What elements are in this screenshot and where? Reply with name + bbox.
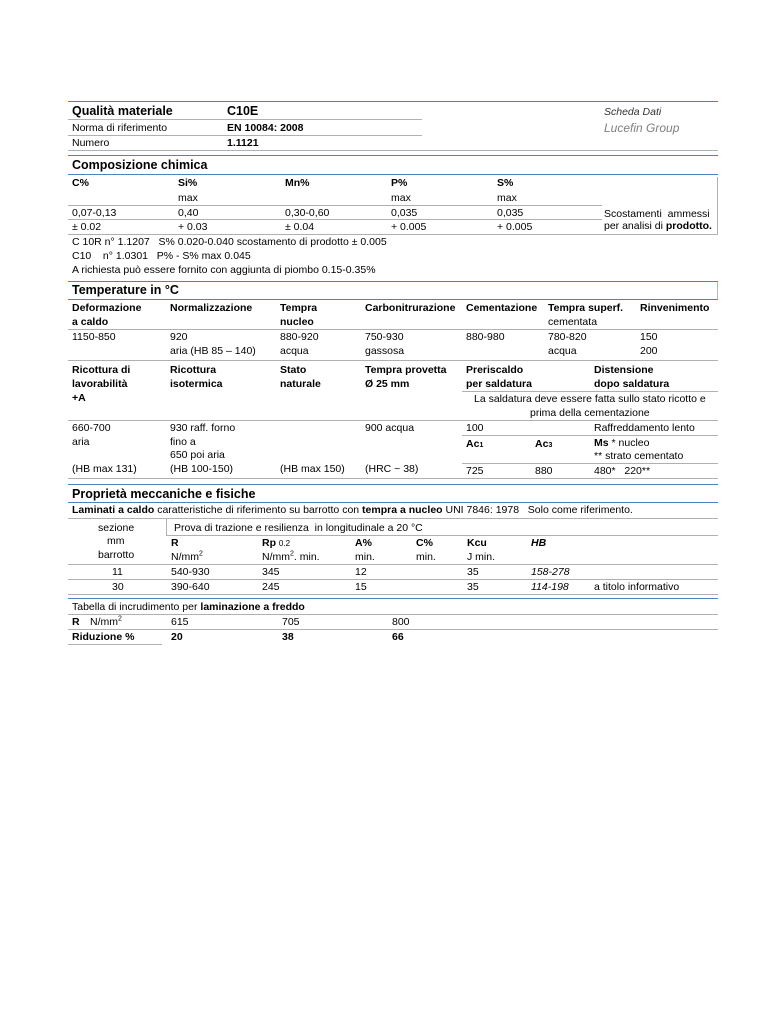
temp-h-normalization: Normalizzazione: [170, 302, 253, 314]
divider: [68, 360, 718, 361]
temp-r2-annealing-hb: (HB max 131): [72, 463, 137, 475]
cold-r-unit-sup: 2: [118, 615, 122, 623]
section-label-2: mm: [107, 535, 125, 547]
ac3-sub: 3: [548, 442, 553, 449]
cold-rolling-title: [72, 600, 305, 614]
temp-r1-tempering-2: 200: [640, 345, 658, 357]
temp-h-deformation-2: a caldo: [72, 316, 109, 328]
temp-h2-annealing: Ricottura di: [72, 364, 131, 376]
val-c: 0,07-0,13: [72, 207, 117, 219]
temp-r1-carbonitriding-2: gassosa: [365, 345, 405, 357]
row1-a: 12: [355, 566, 367, 578]
datasheet-label: Scheda Dati: [604, 106, 662, 118]
row2-rp: 245: [262, 581, 280, 593]
cold-r-label: R: [72, 616, 80, 628]
col-mn: Mn%: [285, 177, 310, 189]
temp-h2-specimen-2: Ø 25 mm: [365, 378, 410, 390]
temp-r1-normalization-2: aria (HB 85 – 140): [170, 345, 256, 357]
section-label-1: sezione: [98, 522, 135, 534]
col-kcu: Kcu: [467, 537, 487, 549]
temp-r2-preheat: 100: [466, 422, 484, 434]
col-si: Si%: [178, 177, 198, 189]
temp-r1-core: 880-920: [280, 331, 319, 343]
temp-r1-case: 880-980: [466, 331, 505, 343]
col-rp-sub: 0.2: [278, 539, 291, 548]
temp-h-carbonitriding: Carbonitrurazione: [365, 302, 456, 314]
divider: [68, 119, 422, 120]
col-p: P%: [391, 177, 408, 189]
deviation-note-2-bold: prodotto.: [665, 220, 712, 232]
ac3-text: Ac: [535, 438, 549, 450]
row1-rp: 345: [262, 566, 280, 578]
temp-r1-surface: 780-820: [548, 331, 587, 343]
col-hb: HB: [531, 537, 547, 549]
mechanical-title: Proprietà meccaniche e fisiche: [72, 487, 256, 501]
row1-r: 540-930: [171, 566, 210, 578]
reduction-1: 20: [171, 631, 183, 643]
ms-value: 480* 220**: [594, 465, 651, 477]
temp-h-case-hardening: Cementazione: [466, 302, 538, 314]
row1-hb: 158-278: [531, 566, 570, 578]
tol-s: + 0.005: [497, 221, 533, 233]
temp-h-surface-hardening: Tempra superf.: [548, 302, 624, 314]
composition-extra-2: C10 n° 1.0301 P% - S% max 0.045: [72, 250, 251, 262]
mechanical-intro: [72, 503, 633, 517]
divider: [462, 435, 718, 436]
divider: [68, 594, 718, 595]
temp-h-core-hardening: Tempra: [280, 302, 318, 314]
temp-r1-normalization: 920: [170, 331, 188, 343]
row2-r: 390-640: [171, 581, 210, 593]
divider: [717, 282, 718, 299]
temp-h2-stress: Distensione: [594, 364, 654, 376]
col-a: A%: [355, 537, 372, 549]
cold-title-bold: laminazione a freddo: [200, 601, 305, 613]
col-rp-text: Rp: [262, 537, 276, 549]
divider: [68, 564, 718, 565]
col-si-sub: max: [178, 192, 198, 204]
row2-note: a titolo informativo: [594, 581, 680, 593]
cold-r-unit: [90, 615, 122, 629]
ac3-value: 880: [535, 465, 553, 477]
norm-label: Norma di riferimento: [72, 122, 168, 134]
intro-bold-1: Laminati a caldo: [72, 504, 155, 516]
temp-r1-core-2: acqua: [280, 345, 309, 357]
temp-r2-isothermal-hb: (HB 100-150): [170, 463, 234, 475]
divider: [166, 519, 167, 536]
temp-h-tempering: Rinvenimento: [640, 302, 710, 314]
test-label: Prova di trazione e resilienza in longitudinale a 20 °C: [174, 522, 423, 534]
temp-h-surface-hardening-2: cementata: [548, 316, 598, 328]
cold-title-text: Tabella di incrudimento per: [72, 601, 201, 613]
row1-kcu: 35: [467, 566, 479, 578]
ms-text: Ms: [594, 437, 609, 449]
tol-si: + 0.03: [178, 221, 208, 233]
quality-label: Qualità materiale: [72, 104, 173, 118]
row2-hb: 114-198: [531, 581, 569, 593]
row1-section: 11: [112, 566, 123, 578]
number-label: Numero: [72, 137, 110, 149]
row2-a: 15: [355, 581, 367, 593]
temp-r2-annealing-2: aria: [72, 436, 90, 448]
temp-r1-deformation: 1150-850: [72, 331, 116, 343]
divider: [462, 463, 718, 464]
composition-title: Composizione chimica: [72, 158, 208, 172]
temp-h2-stress-2: dopo saldatura: [594, 378, 670, 390]
intro-text-1: caratteristiche di riferimento su barrotto con: [154, 504, 363, 516]
reduction-3: 66: [392, 631, 404, 643]
temp-h2-isothermal-2: isotermica: [170, 378, 223, 390]
composition-extra-3: A richiesta può essere fornito con aggiunta di piombo 0.15-0.35%: [72, 264, 376, 276]
temp-h2-natural-2: naturale: [280, 378, 321, 390]
divider: [68, 150, 718, 151]
unit-r-sup: 2: [199, 550, 203, 558]
val-mn: 0,30-0,60: [285, 207, 330, 219]
cold-r-2: 705: [282, 616, 300, 628]
unit-a: min.: [355, 551, 375, 563]
welding-note-2: prima della cementazione: [530, 407, 650, 419]
ac1-sub: 1: [479, 442, 484, 449]
section-label-3: barrotto: [98, 549, 135, 561]
cold-r-unit-text: N/mm: [90, 616, 118, 628]
temp-r1-carbonitriding: 750-930: [365, 331, 404, 343]
temp-r2-isothermal-3: 650 poi aria: [170, 449, 225, 461]
number-value: 1.1121: [227, 137, 259, 149]
section-rule: [68, 484, 718, 485]
temp-h2-specimen: Tempra provetta: [365, 364, 447, 376]
unit-r: [171, 550, 203, 564]
composition-extra-1: C 10R n° 1.1207 S% 0.020-0.040 scostamento di prodotto ± 0.005: [72, 236, 387, 248]
section-rule: [68, 174, 718, 175]
welding-note-1: La saldatura deve essere fatta sullo stato ricotto e: [474, 393, 706, 405]
temp-h-core-hardening-2: nucleo: [280, 316, 314, 328]
divider: [68, 644, 162, 645]
temp-r2-specimen-hrc: (HRC ~ 38): [365, 463, 419, 475]
temp-r2-isothermal-2: fino a: [170, 436, 196, 448]
col-p-sub: max: [391, 192, 411, 204]
section-rule: [68, 281, 718, 282]
reduction-2: 38: [282, 631, 294, 643]
divider: [166, 535, 718, 536]
cold-r-1: 615: [171, 616, 189, 628]
val-s: 0,035: [497, 207, 524, 219]
ac3-label: [535, 437, 552, 453]
company-name: Lucefin Group: [604, 121, 680, 135]
temp-r1-tempering: 150: [640, 331, 658, 343]
section-rule: [68, 299, 718, 300]
unit-kcu: J min.: [467, 551, 496, 563]
deviation-note-1: Scostamenti ammessi: [604, 208, 710, 220]
temp-r1-surface-2: acqua: [548, 345, 577, 357]
temp-h2-natural: Stato: [280, 364, 307, 376]
ms-note-2: ** strato cementato: [594, 450, 684, 462]
col-c: C%: [72, 177, 89, 189]
temp-h2-annealing-2: lavorabilità: [72, 378, 128, 390]
section-rule: [68, 598, 718, 599]
unit-rp-text: N/mm: [262, 551, 290, 563]
col-r: R: [171, 537, 179, 549]
temp-r2-specimen: 900 acqua: [365, 422, 415, 434]
temperature-title: Temperature in °C: [72, 283, 179, 297]
temp-r2-isothermal: 930 raff. forno: [170, 422, 236, 434]
row2-kcu: 35: [467, 581, 479, 593]
ac1-label: [466, 437, 483, 453]
intro-bold-2: tempra a nucleo: [362, 504, 443, 516]
quality-value: C10E: [227, 104, 259, 118]
unit-c: min.: [416, 551, 436, 563]
temp-h2-plus-a: +A: [72, 392, 86, 404]
deviation-note-2: [604, 219, 712, 233]
row2-section: 30: [112, 581, 124, 593]
tol-mn: ± 0.04: [285, 221, 315, 233]
norm-value: EN 10084: 2008: [227, 122, 304, 134]
cold-r-3: 800: [392, 616, 410, 628]
tol-c: ± 0.02: [72, 221, 102, 233]
col-s-sub: max: [497, 192, 517, 204]
top-rule: [68, 101, 718, 102]
val-p: 0,035: [391, 207, 418, 219]
temp-h2-preheat-2: per saldatura: [466, 378, 532, 390]
reduction-label: Riduzione %: [72, 631, 135, 643]
ac1-text: Ac: [466, 438, 480, 450]
unit-rp-suffix: . min.: [293, 551, 320, 563]
temp-h2-isothermal: Ricottura: [170, 364, 217, 376]
col-s: S%: [497, 177, 514, 189]
unit-rp: [262, 550, 320, 564]
section-rule: [68, 155, 718, 156]
col-cpct: C%: [416, 537, 433, 549]
divider: [717, 177, 718, 235]
divider: [68, 478, 718, 479]
temp-h-deformation: Deformazione: [72, 302, 142, 314]
deviation-note-2-text: per analisi di: [604, 220, 666, 232]
ms-label: [594, 436, 649, 450]
temp-h2-preheat: Preriscaldo: [466, 364, 524, 376]
intro-text-2: UNI 7846: 1978 Solo come riferimento.: [442, 504, 633, 516]
temp-r2-annealing: 660-700: [72, 422, 111, 434]
unit-r-text: N/mm: [171, 551, 199, 563]
tol-p: + 0.005: [391, 221, 427, 233]
val-si: 0,40: [178, 207, 199, 219]
unit-rp-sup: 2: [290, 550, 294, 558]
temp-r2-natural-hb: (HB max 150): [280, 463, 345, 475]
col-rp: [262, 536, 290, 551]
temp-r2-stress: Raffreddamento lento: [594, 422, 695, 434]
ac1-value: 725: [466, 465, 484, 477]
ms-note-1: * nucleo: [608, 437, 650, 449]
